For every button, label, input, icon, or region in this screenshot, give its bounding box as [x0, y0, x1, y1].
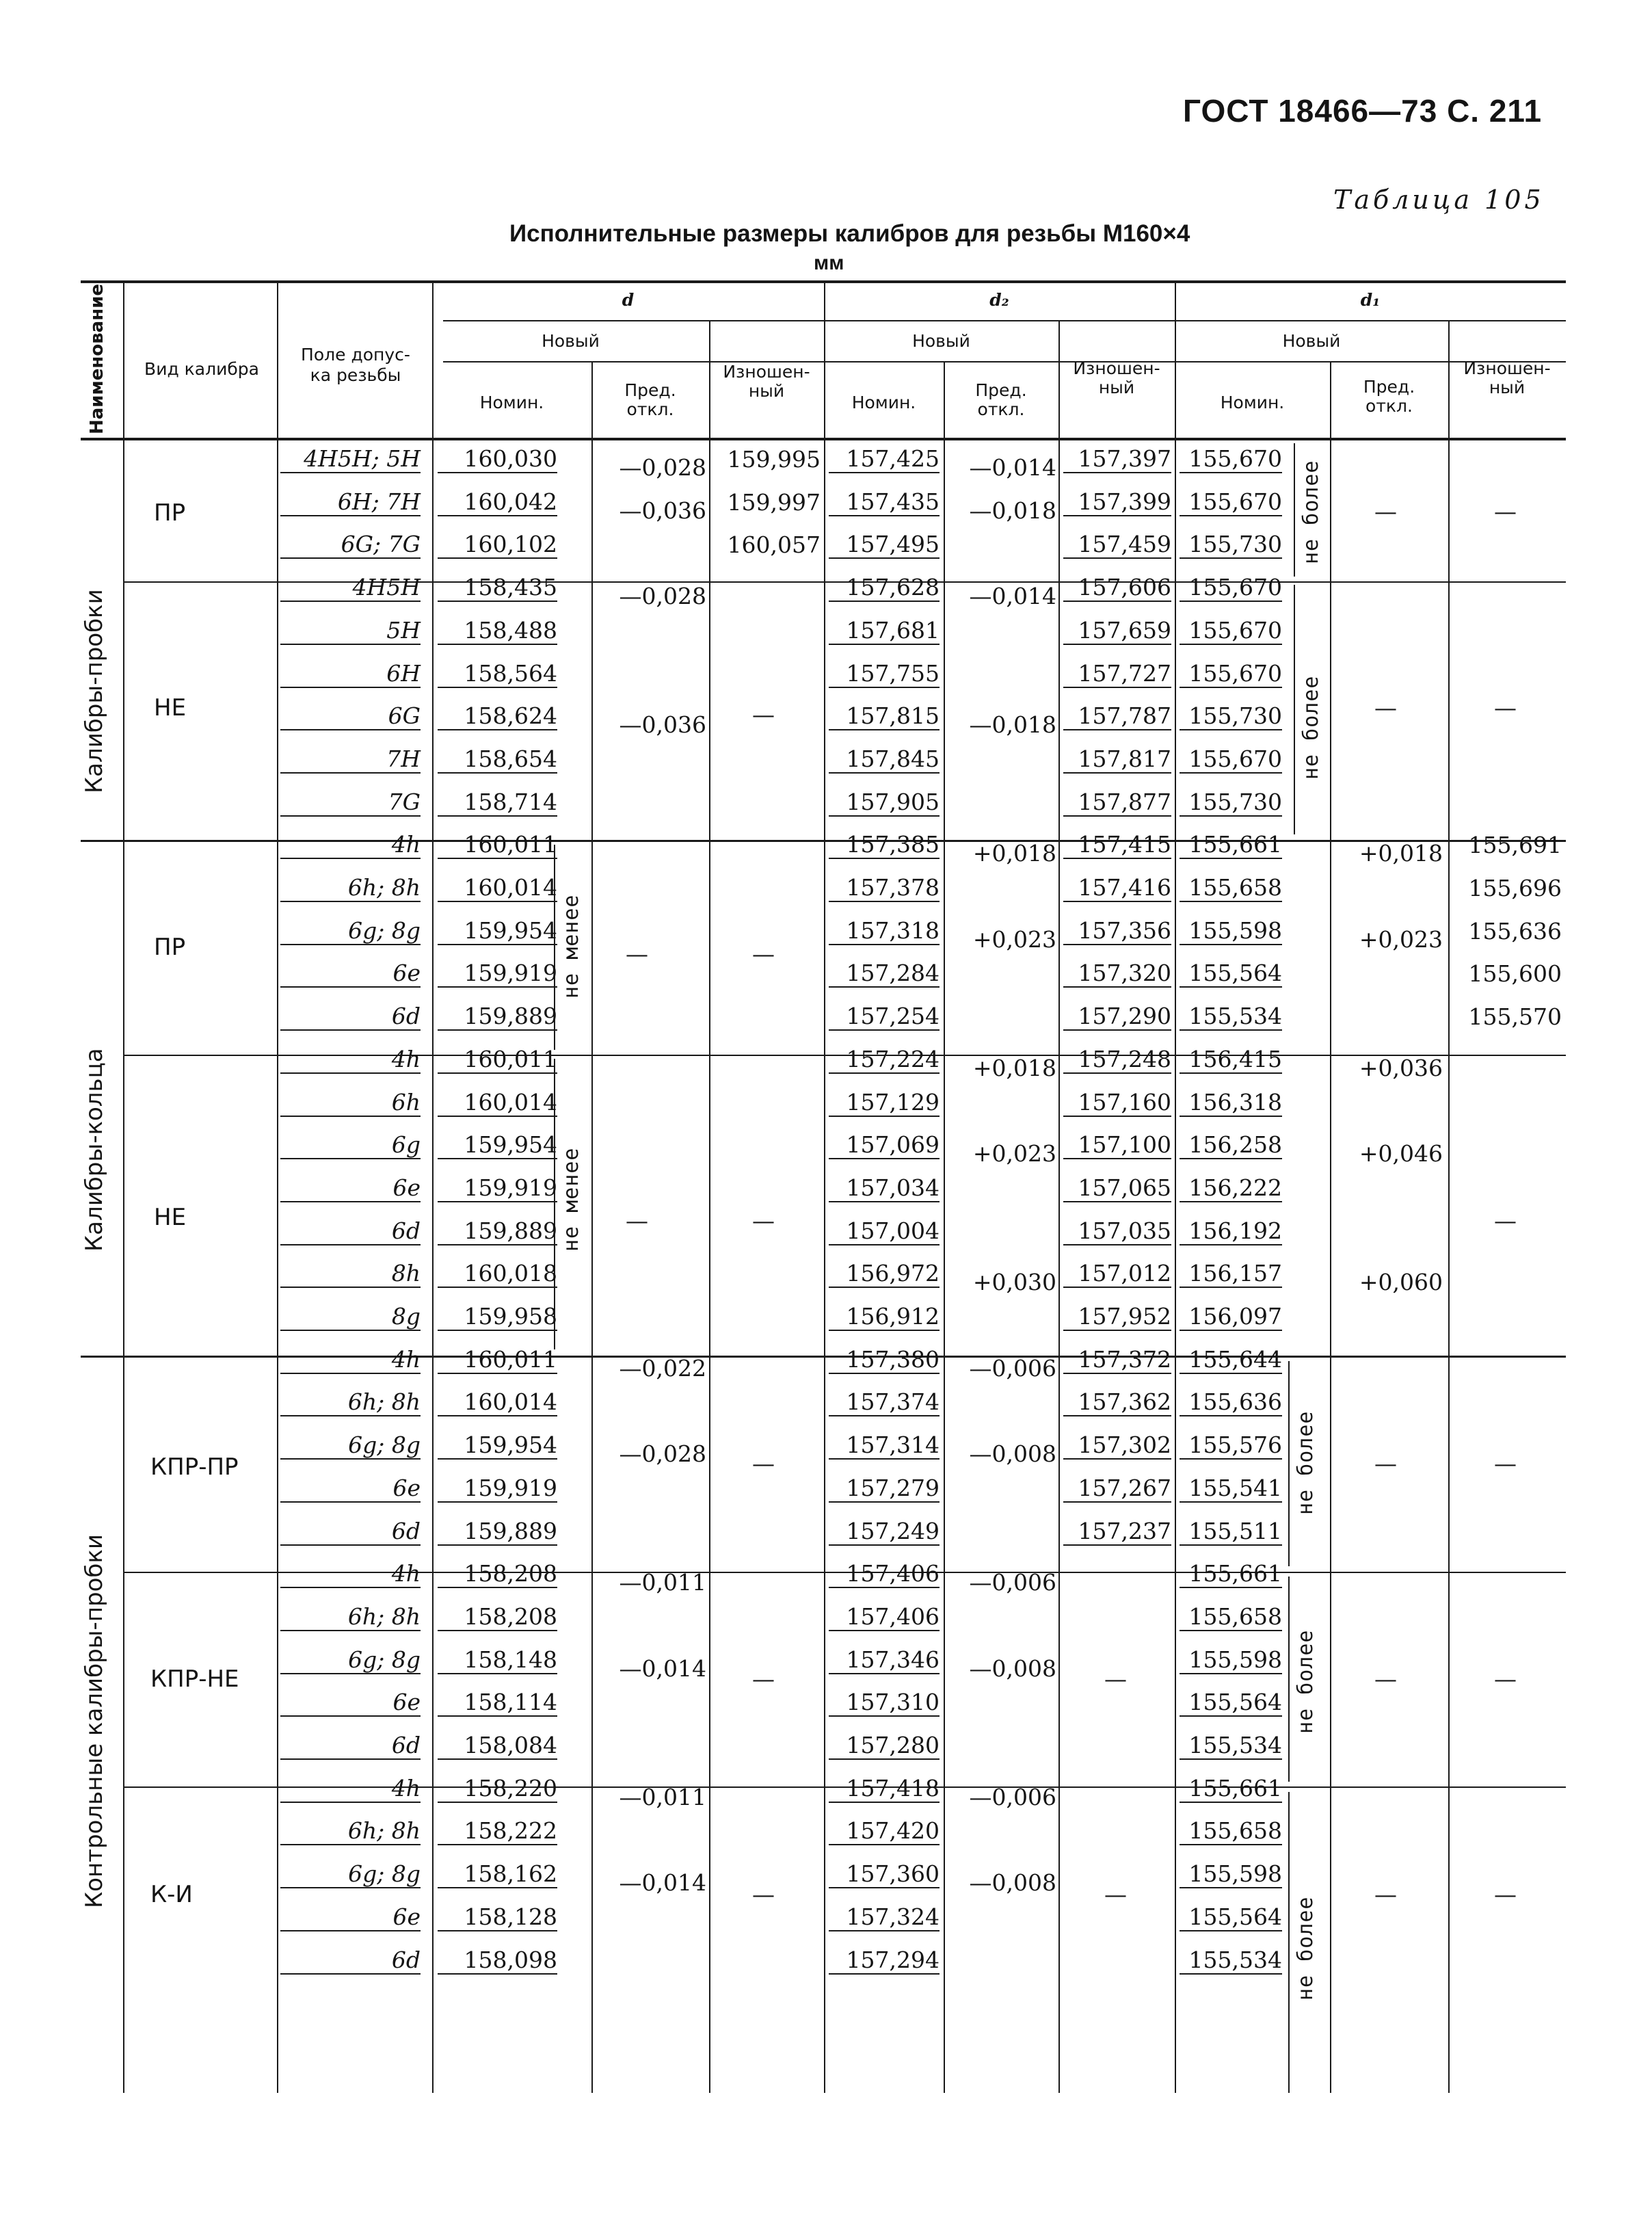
field-column-header-l2: ка резьбы	[310, 365, 401, 385]
kind-label: НЕ	[154, 694, 187, 722]
table-title: Исполнительные размеры калибров для резьбы М160×4	[509, 220, 1190, 247]
dash: —	[752, 1207, 775, 1234]
kind-label: ПР	[154, 934, 186, 961]
field-cell: 6g; 8g	[280, 1647, 421, 1674]
table-number: Таблица 105	[1333, 185, 1545, 215]
d-nom-cell: 159,889	[438, 1003, 557, 1031]
d2-nom-cell: 157,495	[829, 531, 940, 559]
field-cell: 7H	[280, 746, 421, 774]
group-label-control-plugs: Контрольные калибры-пробки	[81, 1533, 108, 1908]
field-cell: 6H; 7H	[280, 489, 421, 516]
dash: —	[1494, 1207, 1517, 1234]
d1-nom-cell: 155,661	[1180, 1561, 1282, 1588]
d2-nom-cell: 157,294	[829, 1947, 940, 1975]
d2-tol-cell: —0,018	[969, 497, 1056, 524]
d1-nom-cell: 155,541	[1180, 1475, 1282, 1503]
d-nom-cell: 158,208	[438, 1561, 557, 1588]
field-cell: 7G	[280, 789, 421, 817]
d-tol-cell: —0,036	[619, 497, 706, 524]
field-cell: 6G; 7G	[280, 531, 421, 559]
d2-nom-cell: 157,004	[829, 1218, 940, 1245]
d-nom-cell: 158,488	[438, 618, 557, 645]
field-cell: 6h; 8h	[280, 875, 421, 902]
d-nom-header: Номин.	[479, 393, 544, 412]
dash: —	[1374, 498, 1397, 525]
d-nom-cell: 158,148	[438, 1647, 557, 1674]
d1-worn-cell: 155,696	[1468, 875, 1562, 901]
d-tol-cell: —0,011	[619, 1569, 706, 1596]
dash: —	[1494, 498, 1517, 525]
d-tol-cell: —0,028	[619, 583, 706, 610]
note-not-less: не менее	[559, 1147, 583, 1252]
d1-nom-cell: 155,658	[1180, 1604, 1282, 1631]
kind-label: НЕ	[154, 1204, 187, 1231]
d2-worn-header-l1: Изношен-	[1073, 358, 1160, 378]
d-nom-cell: 159,889	[438, 1518, 557, 1546]
field-cell: 6g	[280, 1132, 421, 1159]
field-cell: 6d	[280, 1947, 421, 1975]
d-nom-cell: 160,018	[438, 1261, 557, 1288]
field-cell: 5H	[280, 618, 421, 645]
d2-worn-cell: 157,362	[1063, 1389, 1171, 1416]
note-not-more: не более	[1294, 1410, 1318, 1515]
d1-nom-cell: 155,598	[1180, 918, 1282, 945]
d1-tol-cell: +0,060	[1359, 1269, 1443, 1296]
d-new-header: Новый	[542, 331, 600, 351]
d2-nom-cell: 157,034	[829, 1175, 940, 1202]
d2-nom-cell: 157,284	[829, 960, 940, 988]
dash: —	[1494, 1881, 1517, 1908]
d2-tol-cell: +0,030	[972, 1269, 1056, 1296]
d2-nom-cell: 157,249	[829, 1518, 940, 1546]
d1-nom-cell: 156,415	[1180, 1046, 1282, 1074]
d2-nom-cell: 157,815	[829, 703, 940, 730]
d2-nom-cell: 157,318	[829, 918, 940, 945]
d1-worn-header-l1: Изношен-	[1463, 358, 1551, 378]
dash: —	[1104, 1881, 1127, 1908]
d-nom-cell: 158,564	[438, 661, 557, 688]
d2-nom-cell: 157,755	[829, 661, 940, 688]
field-cell: 4h	[280, 832, 421, 859]
d2-tol-cell: —0,014	[969, 583, 1056, 610]
d1-worn-cell: 155,570	[1468, 1003, 1562, 1031]
d1-nom-cell: 155,534	[1180, 1947, 1282, 1975]
name-column-header: Наименование	[87, 283, 107, 434]
d-worn-cell: 159,995	[727, 446, 821, 473]
d2-worn-cell: 157,248	[1063, 1046, 1171, 1074]
dash: —	[752, 940, 775, 967]
d1-tol-header-l2: откл.	[1365, 396, 1413, 416]
d2-nom-cell: 157,385	[829, 832, 940, 859]
d2-nom-cell: 157,681	[829, 618, 940, 645]
dash: —	[626, 1207, 648, 1234]
field-cell: 6d	[280, 1732, 421, 1760]
d1-nom-cell: 155,730	[1180, 531, 1282, 559]
note-not-less: не менее	[559, 894, 583, 999]
d1-nom-cell: 155,658	[1180, 875, 1282, 902]
field-cell: 6h	[280, 1090, 421, 1117]
d-tol-cell: —0,036	[619, 711, 706, 739]
d-tol-header-l2: откл.	[626, 399, 674, 419]
d1-nom-cell: 155,534	[1180, 1732, 1282, 1760]
field-cell: 6e	[280, 1175, 421, 1202]
d2-worn-cell: 157,267	[1063, 1475, 1171, 1503]
d1-nom-cell: 156,222	[1180, 1175, 1282, 1202]
d1-nom-cell: 155,576	[1180, 1432, 1282, 1460]
d2-worn-cell: 157,012	[1063, 1261, 1171, 1288]
dash: —	[752, 701, 775, 728]
d-nom-cell: 160,014	[438, 875, 557, 902]
d2-tol-cell: —0,008	[969, 1440, 1056, 1468]
dash: —	[1494, 1450, 1517, 1477]
d-header: d	[622, 290, 635, 310]
field-cell: 8h	[280, 1261, 421, 1288]
d1-nom-cell: 155,598	[1180, 1647, 1282, 1674]
d1-nom-cell: 155,564	[1180, 1904, 1282, 1931]
d1-tol-cell: +0,036	[1359, 1054, 1443, 1081]
d2-tol-cell: —0,006	[969, 1783, 1056, 1810]
d2-nom-cell: 157,069	[829, 1132, 940, 1159]
d1-header: d₁	[1360, 290, 1381, 310]
d2-tol-header-l2: откл.	[977, 399, 1025, 419]
d1-nom-cell: 155,670	[1180, 746, 1282, 774]
d-nom-cell: 158,098	[438, 1947, 557, 1975]
d1-nom-cell: 155,661	[1180, 832, 1282, 859]
d1-nom-cell: 155,670	[1180, 618, 1282, 645]
kind-label: КПР-ПР	[150, 1453, 239, 1481]
kind-label: К-И	[150, 1881, 193, 1908]
d2-new-header: Новый	[912, 331, 970, 351]
d2-nom-cell: 157,380	[829, 1347, 940, 1374]
d1-nom-cell: 155,730	[1180, 789, 1282, 817]
d1-tol-cell: +0,046	[1359, 1140, 1443, 1168]
d-nom-cell: 160,102	[438, 531, 557, 559]
d-worn-header-l1: Изношен-	[723, 362, 810, 382]
field-cell: 6e	[280, 1689, 421, 1717]
d2-worn-cell: 157,416	[1063, 875, 1171, 902]
note-not-more: не более	[1299, 460, 1323, 564]
field-cell: 6G	[280, 703, 421, 730]
d-nom-cell: 158,714	[438, 789, 557, 817]
d2-tol-cell: +0,018	[972, 1054, 1056, 1081]
d2-tol-cell: —0,008	[969, 1869, 1056, 1897]
d2-worn-cell: 157,160	[1063, 1090, 1171, 1117]
d2-worn-cell: 157,817	[1063, 746, 1171, 774]
d2-tol-cell: +0,023	[972, 1140, 1056, 1168]
d-nom-cell: 158,220	[438, 1776, 557, 1803]
dash: —	[752, 1665, 775, 1692]
d2-nom-cell: 157,420	[829, 1818, 940, 1845]
field-cell: 6h; 8h	[280, 1389, 421, 1416]
d-nom-cell: 159,889	[438, 1218, 557, 1245]
field-cell: 4h	[280, 1561, 421, 1588]
d-nom-cell: 158,162	[438, 1861, 557, 1888]
d1-nom-header: Номин.	[1220, 393, 1285, 412]
d2-worn-cell: 157,606	[1063, 575, 1171, 602]
d2-nom-cell: 157,360	[829, 1861, 940, 1888]
d2-worn-cell: 157,356	[1063, 918, 1171, 945]
d-nom-cell: 159,919	[438, 960, 557, 988]
d1-nom-cell: 156,192	[1180, 1218, 1282, 1245]
d2-nom-cell: 157,280	[829, 1732, 940, 1760]
d-nom-cell: 160,030	[438, 446, 557, 473]
d1-nom-cell: 156,318	[1180, 1090, 1282, 1117]
d2-nom-cell: 157,346	[829, 1647, 940, 1674]
note-not-more: не более	[1294, 1896, 1318, 2001]
d2-worn-cell: 157,877	[1063, 789, 1171, 817]
d2-nom-cell: 157,378	[829, 875, 940, 902]
d-nom-cell: 158,624	[438, 703, 557, 730]
field-cell: 6h; 8h	[280, 1818, 421, 1845]
document-reference: ГОСТ 18466—73 С. 211	[1183, 93, 1543, 129]
d2-tol-cell: —0,018	[969, 711, 1056, 739]
d-nom-cell: 159,958	[438, 1304, 557, 1331]
d2-tol-cell: +0,018	[972, 840, 1056, 867]
d2-worn-cell: 157,727	[1063, 661, 1171, 688]
d-nom-cell: 160,011	[438, 1046, 557, 1074]
d-nom-cell: 159,919	[438, 1475, 557, 1503]
d2-tol-cell: —0,008	[969, 1654, 1056, 1682]
d2-nom-cell: 157,628	[829, 575, 940, 602]
field-cell: 6d	[280, 1518, 421, 1546]
d2-worn-cell: 157,290	[1063, 1003, 1171, 1031]
dash: —	[752, 1881, 775, 1908]
d2-tol-cell: +0,023	[972, 925, 1056, 953]
d-nom-cell: 159,954	[438, 1132, 557, 1159]
note-not-more: не более	[1299, 675, 1323, 780]
dash: —	[1494, 1665, 1517, 1692]
d1-nom-cell: 156,097	[1180, 1304, 1282, 1331]
d1-tol-cell: +0,023	[1359, 925, 1443, 953]
d2-worn-header-l2: ный	[1098, 378, 1135, 397]
d2-nom-cell: 157,129	[829, 1090, 940, 1117]
dash: —	[1104, 1665, 1127, 1692]
d1-nom-cell: 155,644	[1180, 1347, 1282, 1374]
d2-worn-cell: 157,372	[1063, 1347, 1171, 1374]
d1-nom-cell: 155,598	[1180, 1861, 1282, 1888]
d2-worn-cell: 157,035	[1063, 1218, 1171, 1245]
d2-nom-cell: 157,374	[829, 1389, 940, 1416]
d1-worn-header-l2: ный	[1489, 378, 1526, 397]
d2-nom-cell: 157,310	[829, 1689, 940, 1717]
d-tol-cell: —0,014	[619, 1654, 706, 1682]
d2-nom-cell: 157,418	[829, 1776, 940, 1803]
field-cell: 4H5H; 5H	[280, 446, 421, 473]
group-label-plug-gauges: Калибры-пробки	[81, 589, 108, 793]
field-cell: 6e	[280, 1475, 421, 1503]
d2-nom-cell: 157,425	[829, 446, 940, 473]
d1-nom-cell: 155,730	[1180, 703, 1282, 730]
dash: —	[752, 1450, 775, 1477]
d1-nom-cell: 155,564	[1180, 960, 1282, 988]
d-nom-cell: 160,014	[438, 1090, 557, 1117]
d-nom-cell: 158,208	[438, 1604, 557, 1631]
d1-nom-cell: 156,157	[1180, 1261, 1282, 1288]
field-cell: 4H5H	[280, 575, 421, 602]
d1-nom-cell: 155,511	[1180, 1518, 1282, 1546]
d-tol-cell: —0,022	[619, 1354, 706, 1382]
field-cell: 6e	[280, 960, 421, 988]
d2-worn-cell: 157,397	[1063, 446, 1171, 473]
d-worn-cell: 160,057	[727, 531, 821, 559]
field-cell: 6e	[280, 1904, 421, 1931]
d1-nom-cell: 155,658	[1180, 1818, 1282, 1845]
kind-label: КПР-НЕ	[150, 1665, 239, 1693]
field-column-header-l1: Поле допус-	[301, 345, 410, 365]
d-nom-cell: 158,654	[438, 746, 557, 774]
field-cell: 4h	[280, 1776, 421, 1803]
d1-nom-cell: 155,534	[1180, 1003, 1282, 1031]
dash: —	[1374, 694, 1397, 721]
d-tol-cell: —0,028	[619, 1440, 706, 1468]
kind-column-header: Вид калибра	[144, 359, 259, 379]
note-not-more: не более	[1294, 1629, 1318, 1734]
d-nom-cell: 160,014	[438, 1389, 557, 1416]
d-nom-cell: 160,011	[438, 1347, 557, 1374]
d1-nom-cell: 156,258	[1180, 1132, 1282, 1159]
d1-worn-cell: 155,691	[1468, 832, 1562, 859]
d1-nom-cell: 155,636	[1180, 1389, 1282, 1416]
d-tol-header-l1: Пред.	[624, 380, 676, 400]
d2-nom-cell: 157,254	[829, 1003, 940, 1031]
d-nom-cell: 160,011	[438, 832, 557, 859]
d2-nom-cell: 156,972	[829, 1261, 940, 1288]
d-tol-cell: —0,014	[619, 1869, 706, 1897]
d2-worn-cell: 157,100	[1063, 1132, 1171, 1159]
d-worn-cell: 159,997	[727, 488, 821, 516]
d2-header: d₂	[989, 290, 1009, 310]
d2-worn-cell: 157,415	[1063, 832, 1171, 859]
d1-new-header: Новый	[1282, 331, 1341, 351]
field-cell: 6g; 8g	[280, 1432, 421, 1460]
d1-nom-cell: 155,670	[1180, 489, 1282, 516]
field-cell: 6g; 8g	[280, 1861, 421, 1888]
units-label: мм	[814, 252, 844, 274]
field-cell: 6d	[280, 1218, 421, 1245]
d2-nom-cell: 157,279	[829, 1475, 940, 1503]
d-nom-cell: 159,954	[438, 918, 557, 945]
d1-nom-cell: 155,670	[1180, 661, 1282, 688]
dash: —	[1374, 1450, 1397, 1477]
field-cell: 6d	[280, 1003, 421, 1031]
d2-nom-header: Номин.	[851, 393, 916, 412]
d2-worn-cell: 157,787	[1063, 703, 1171, 730]
d2-nom-cell: 157,324	[829, 1904, 940, 1931]
d2-worn-cell: 157,399	[1063, 489, 1171, 516]
d2-nom-cell: 157,406	[829, 1561, 940, 1588]
dash: —	[1374, 1881, 1397, 1908]
d2-nom-cell: 157,224	[829, 1046, 940, 1074]
d-nom-cell: 158,128	[438, 1904, 557, 1931]
d2-nom-cell: 156,912	[829, 1304, 940, 1331]
dash: —	[1494, 694, 1517, 721]
d2-worn-cell: 157,659	[1063, 618, 1171, 645]
d2-tol-cell: —0,006	[969, 1354, 1056, 1382]
d2-worn-cell: 157,320	[1063, 960, 1171, 988]
d-nom-cell: 158,222	[438, 1818, 557, 1845]
field-cell: 6g; 8g	[280, 918, 421, 945]
d1-tol-header-l1: Пред.	[1363, 377, 1415, 397]
dash: —	[1374, 1665, 1397, 1692]
field-cell: 6H	[280, 661, 421, 688]
d1-worn-cell: 155,636	[1468, 917, 1562, 945]
d2-tol-cell: —0,006	[969, 1569, 1056, 1596]
d2-nom-cell: 157,406	[829, 1604, 940, 1631]
d2-tol-header-l1: Пред.	[975, 380, 1027, 400]
d2-nom-cell: 157,314	[829, 1432, 940, 1460]
d2-nom-cell: 157,435	[829, 489, 940, 516]
field-cell: 4h	[280, 1046, 421, 1074]
d2-nom-cell: 157,905	[829, 789, 940, 817]
d-nom-cell: 159,954	[438, 1432, 557, 1460]
d-tol-cell: —0,028	[619, 454, 706, 481]
d-nom-cell: 159,919	[438, 1175, 557, 1202]
d2-worn-cell: 157,302	[1063, 1432, 1171, 1460]
d2-worn-cell: 157,459	[1063, 531, 1171, 559]
d-nom-cell: 160,042	[438, 489, 557, 516]
d-tol-cell: —0,011	[619, 1783, 706, 1810]
d1-nom-cell: 155,670	[1180, 446, 1282, 473]
d2-tol-cell: —0,014	[969, 454, 1056, 481]
d-nom-cell: 158,114	[438, 1689, 557, 1717]
field-cell: 6h; 8h	[280, 1604, 421, 1631]
d2-worn-cell: 157,237	[1063, 1518, 1171, 1546]
kind-label: ПР	[154, 499, 186, 527]
d2-nom-cell: 157,845	[829, 746, 940, 774]
field-cell: 8g	[280, 1304, 421, 1331]
group-label-ring-gauges: Калибры-кольца	[81, 1048, 108, 1252]
d-nom-cell: 158,084	[438, 1732, 557, 1760]
d-nom-cell: 158,435	[438, 575, 557, 602]
field-cell: 4h	[280, 1347, 421, 1374]
d1-nom-cell: 155,661	[1180, 1776, 1282, 1803]
d1-nom-cell: 155,564	[1180, 1689, 1282, 1717]
d2-worn-cell: 157,065	[1063, 1175, 1171, 1202]
d2-worn-cell: 157,952	[1063, 1304, 1171, 1331]
d-worn-header-l2: ный	[748, 381, 785, 401]
d1-nom-cell: 155,670	[1180, 575, 1282, 602]
d1-worn-cell: 155,600	[1468, 960, 1562, 988]
d1-tol-cell: +0,018	[1359, 840, 1443, 867]
dash: —	[626, 940, 648, 967]
